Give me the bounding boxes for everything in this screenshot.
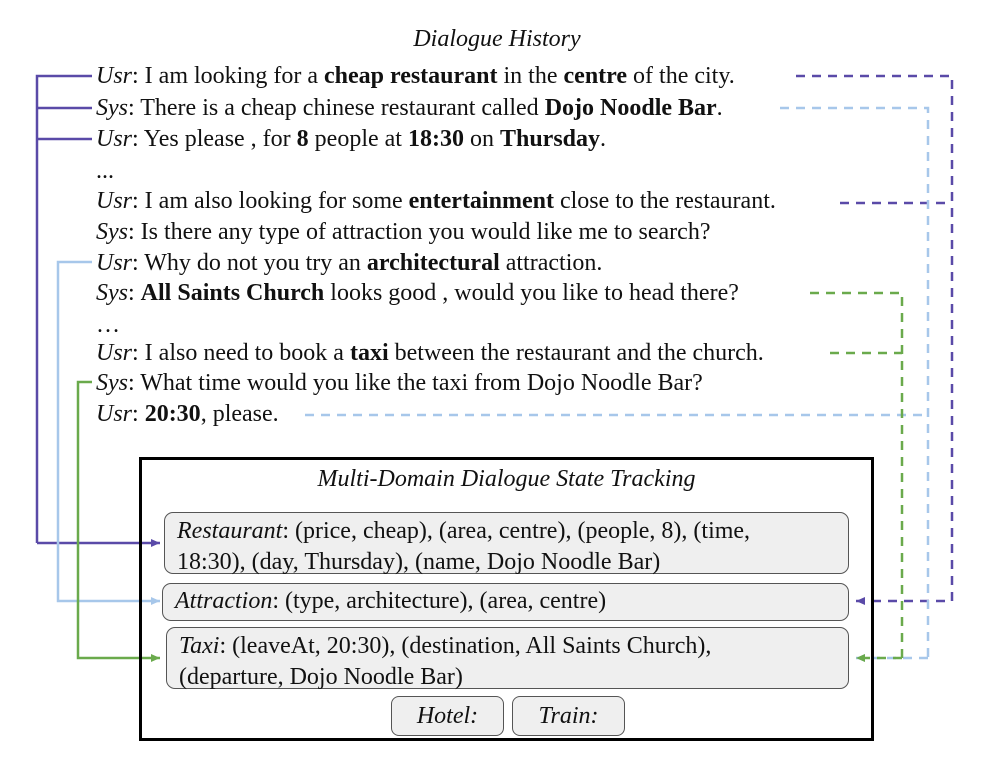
utterance-text: : Why do not you try an xyxy=(132,250,367,276)
speaker-label: Usr xyxy=(96,126,133,152)
utterance-text: of the city. xyxy=(627,63,735,89)
speaker-label: Usr xyxy=(96,340,133,366)
dialogue-line xyxy=(96,186,776,216)
speaker-label: Usr xyxy=(96,401,133,427)
speaker-label: Sys xyxy=(96,370,128,396)
attraction-slots: : (type, architecture), (area, centre) xyxy=(272,588,607,614)
highlighted-value: All Saints Church xyxy=(140,280,325,306)
utterance-text: : What time would you like the taxi from Dojo Noodle Bar? xyxy=(128,370,703,396)
speaker-label: Usr xyxy=(96,188,133,214)
utterance-text: on xyxy=(463,126,500,152)
restaurant-domain-name: Restaurant xyxy=(177,518,283,544)
taxi-slots-line-2: (departure, Dojo Noodle Bar) xyxy=(179,664,463,690)
speaker-label: Sys xyxy=(96,219,128,245)
utterance-text: : There is a cheap chinese restaurant called xyxy=(128,95,545,121)
restaurant-domain-box xyxy=(164,512,849,574)
utterance-text: : I am looking for a xyxy=(132,63,324,89)
utterance-text: close to the restaurant. xyxy=(553,188,776,214)
utterance-text: : I am also looking for some xyxy=(132,188,409,214)
dialogue-line xyxy=(96,248,602,278)
attraction-domain-name: Attraction xyxy=(175,588,273,614)
utterance-text: in the xyxy=(497,63,564,89)
utterance-text: : xyxy=(128,280,141,306)
restaurant-slots-line-2: 18:30), (day, Thursday), (name, Dojo Noodle Bar) xyxy=(177,549,661,575)
dialogue-line xyxy=(96,156,114,186)
highlighted-value: 8 xyxy=(296,126,309,152)
utterance-text: attraction. xyxy=(499,250,603,276)
utterance-text: , please. xyxy=(200,401,279,427)
dialogue-line xyxy=(96,310,120,340)
taxi-domain-name: Taxi xyxy=(179,633,220,659)
dialogue-history-title: Dialogue History xyxy=(413,26,581,52)
restaurant-slots-line-1: : (price, cheap), (area, centre), (people, 8), (time, xyxy=(282,518,751,544)
dialogue-line xyxy=(96,278,739,308)
speaker-label: Sys xyxy=(96,95,128,121)
taxi-domain-box xyxy=(166,627,849,689)
utterance-text: . xyxy=(600,126,607,152)
utterance-text: looks good , would you like to head there? xyxy=(324,280,739,306)
highlighted-value: centre xyxy=(563,63,628,89)
highlighted-value: Dojo Noodle Bar xyxy=(544,95,717,121)
dialogue-line xyxy=(96,338,764,368)
hotel-domain-box: Hotel: xyxy=(391,696,504,736)
speaker-label: Usr xyxy=(96,250,133,276)
highlighted-value: architectural xyxy=(366,250,500,276)
highlighted-value: 20:30 xyxy=(144,401,201,427)
highlighted-value: Thursday xyxy=(499,126,601,152)
attraction-domain-box xyxy=(162,583,849,621)
utterance-text: : Is there any type of attraction you would like me to search? xyxy=(128,219,711,245)
utterance-text: : Yes please , for xyxy=(132,126,297,152)
dialogue-line xyxy=(96,61,735,91)
highlighted-value: taxi xyxy=(349,340,389,366)
dialogue-line xyxy=(96,124,606,154)
taxi-slots-line-1: : (leaveAt, 20:30), (destination, All Saints Church), xyxy=(219,633,712,659)
dialogue-line xyxy=(96,399,279,429)
highlighted-value: entertainment xyxy=(408,188,554,214)
utterance-text: people at xyxy=(308,126,408,152)
dialogue-line xyxy=(96,217,710,247)
dialogue-line xyxy=(96,368,703,398)
speaker-label: Usr xyxy=(96,63,133,89)
train-domain-box: Train: xyxy=(512,696,625,736)
utterance-text: between the restaurant and the church. xyxy=(388,340,764,366)
utterance-text: … xyxy=(96,312,120,338)
utterance-text: ... xyxy=(96,158,114,184)
speaker-label: Sys xyxy=(96,280,128,306)
dialogue-line xyxy=(96,93,723,123)
highlighted-value: cheap restaurant xyxy=(323,63,498,89)
utterance-text: . xyxy=(716,95,723,121)
utterance-text: : xyxy=(132,401,145,427)
utterance-text: : I also need to book a xyxy=(132,340,350,366)
highlighted-value: 18:30 xyxy=(407,126,464,152)
dst-title: Multi-Domain Dialogue State Tracking xyxy=(317,466,696,492)
